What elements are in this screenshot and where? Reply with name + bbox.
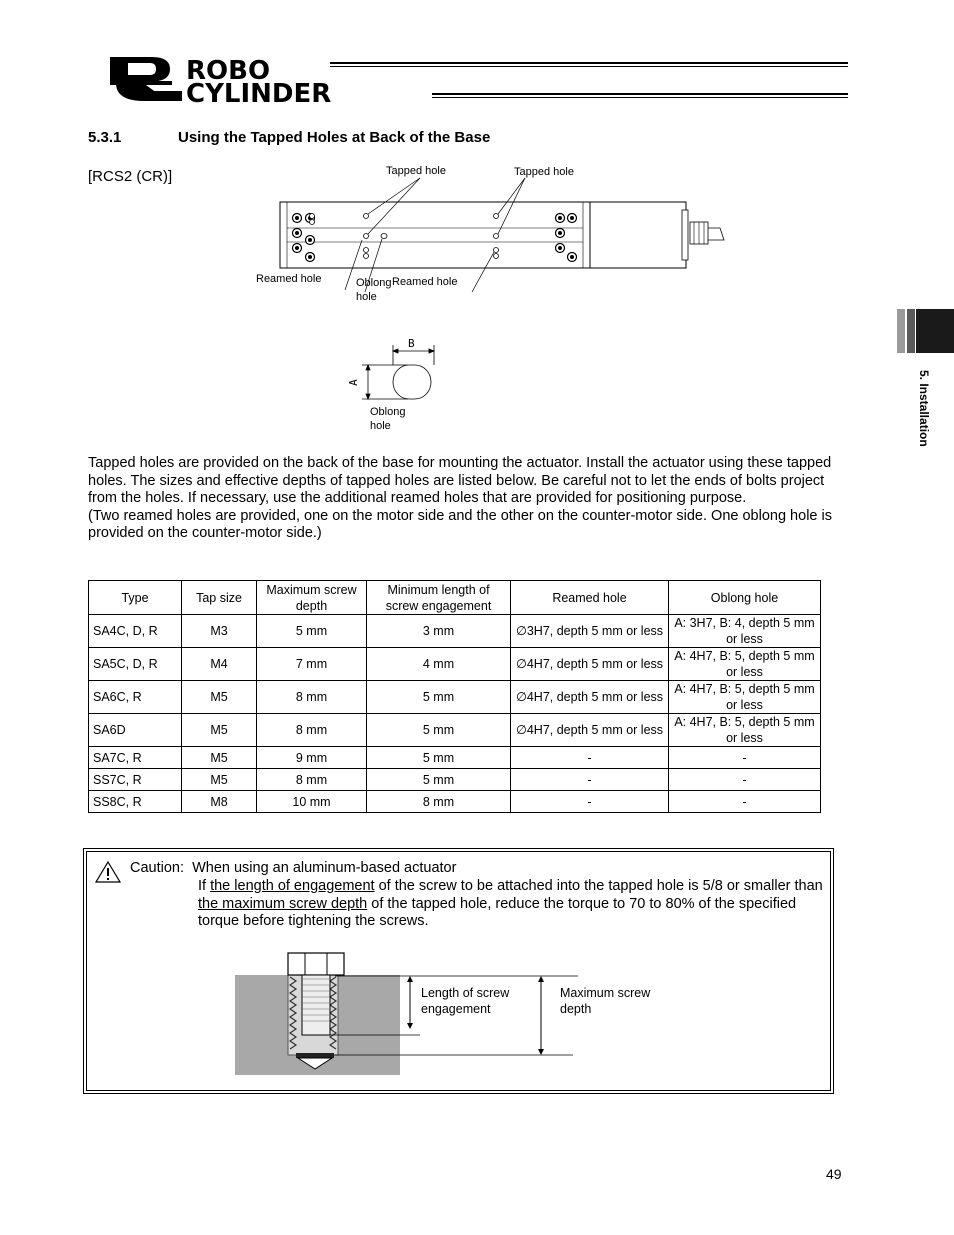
reamed-hole-label-2: Reamed hole [392,276,458,288]
cell-oblong: - [669,769,821,791]
cell-oblong: - [669,747,821,769]
caution-underline-max-depth: the maximum screw depth [198,895,368,912]
table-row [89,769,821,791]
cell-tap: M3 [182,615,257,648]
logo-word-bottom: CYLINDER [186,79,332,105]
header-min-length: Minimum length of screw engagement [367,581,511,615]
actuator-bottom-view-figure [250,160,750,440]
cell-type: SA6D [89,714,182,747]
body-text [88,455,848,543]
cell-tap: M5 [182,714,257,747]
header-oblong-hole: Oblong hole [669,581,821,615]
caution-heading: When using an aluminum-based actuator [192,860,457,876]
cell-oblong: A: 3H7, B: 4, depth 5 mm or less [669,615,821,648]
cell-tap: M5 [182,769,257,791]
table-row [89,791,821,813]
bolt-engagement-figure [230,945,651,1080]
header-rule-top [330,62,848,64]
cell-min: 5 mm [367,747,511,769]
cell-max: 10 mm [257,791,367,813]
cell-reamed: ∅4H7, depth 5 mm or less [511,648,669,681]
cell-max: 9 mm [257,747,367,769]
header-type: Type [89,581,182,615]
dimension-b-label: B [408,337,415,350]
caution-body-part-2: of the screw to be attached into the tapped hole is 5/8 or smaller than [374,877,823,894]
tapped-hole-label-1: Tapped hole [386,165,446,177]
cell-max: 5 mm [257,615,367,648]
cell-type: SA5C, D, R [89,648,182,681]
oblong-hole-label: Oblong hole [356,277,392,303]
cell-oblong: - [669,791,821,813]
caution-underline-engagement: the length of engagement [210,877,375,894]
section-heading [88,129,490,146]
cell-reamed: - [511,791,669,813]
cell-max: 8 mm [257,714,367,747]
cell-max: 8 mm [257,681,367,714]
body-paragraph-1: Tapped holes are provided on the back of the base for mounting the actuator. Install the actuator using these tapped holes. The sizes and effective depths of tapped holes are listed below. Be careful not to let the ends of bolts project from the holes. If necessary, use the additional reamed holes that are provided for positioning purpose. [88,455,832,507]
header-rule-bottom-thin [432,97,848,98]
table-row [89,714,821,747]
cell-tap: M8 [182,791,257,813]
cell-max: 7 mm [257,648,367,681]
cell-min: 5 mm [367,769,511,791]
cell-reamed: ∅3H7, depth 5 mm or less [511,615,669,648]
cell-oblong: A: 4H7, B: 5, depth 5 mm or less [669,681,821,714]
section-title: Using the Tapped Holes at Back of the Base [178,129,491,146]
cell-reamed: - [511,747,669,769]
tapped-hole-spec-table [88,580,821,813]
table-row [89,648,821,681]
table-header-row [89,581,821,615]
caution-body [130,878,830,931]
caution-label: Caution: [130,860,185,876]
cell-type: SA6C, R [89,681,182,714]
cell-min: 4 mm [367,648,511,681]
dimension-a-label: A [346,379,360,386]
caution-body-part-1: If [198,877,211,894]
chapter-tab-label: 5. Installation [917,370,931,447]
cell-max: 8 mm [257,769,367,791]
warning-triangle-icon [95,861,121,888]
cell-reamed: ∅4H7, depth 5 mm or less [511,681,669,714]
table-row [89,747,821,769]
table-row [89,615,821,648]
page-number: 49 [826,1166,842,1182]
header-reamed-hole: Reamed hole [511,581,669,615]
cell-tap: M5 [182,747,257,769]
cell-min: 8 mm [367,791,511,813]
oblong-detail-label: Oblong hole [370,406,406,432]
cell-oblong: A: 4H7, B: 5, depth 5 mm or less [669,714,821,747]
caution-text [130,860,830,931]
max-depth-label: Maximum screw depth [560,986,651,1016]
cell-oblong: A: 4H7, B: 5, depth 5 mm or less [669,648,821,681]
cell-tap: M5 [182,681,257,714]
header-rule-bottom [432,93,848,95]
cell-min: 3 mm [367,615,511,648]
table-row [89,681,821,714]
cell-min: 5 mm [367,681,511,714]
caution-body-part-3: of the tapped hole, reduce the torque to 70 to 80% of the specified torque before tightening the screws. [198,895,797,930]
header-tap-size: Tap size [182,581,257,615]
cell-type: SS7C, R [89,769,182,791]
cell-reamed: ∅4H7, depth 5 mm or less [511,714,669,747]
logo-word-top: ROBO [186,56,271,86]
cell-min: 5 mm [367,714,511,747]
cell-type: SA4C, D, R [89,615,182,648]
header-rule-top-thin [330,66,848,67]
tapped-hole-label-2: Tapped hole [514,166,574,178]
body-paragraph-2: (Two reamed holes are provided, one on the motor side and the other on the counter-motor side. One oblong hole is provided on the counter-motor side.) [88,507,832,542]
engagement-length-label: Length of screw engagement [421,986,510,1016]
section-number: 5.3.1 [88,129,122,146]
header-max-depth: Maximum screw depth [257,581,367,615]
model-subheading: [RCS2 (CR)] [88,168,173,185]
chapter-tab [897,309,954,353]
cell-type: SA7C, R [89,747,182,769]
reamed-hole-label-1: Reamed hole [256,273,322,285]
cell-type: SS8C, R [89,791,182,813]
cell-tap: M4 [182,648,257,681]
cell-reamed: - [511,769,669,791]
